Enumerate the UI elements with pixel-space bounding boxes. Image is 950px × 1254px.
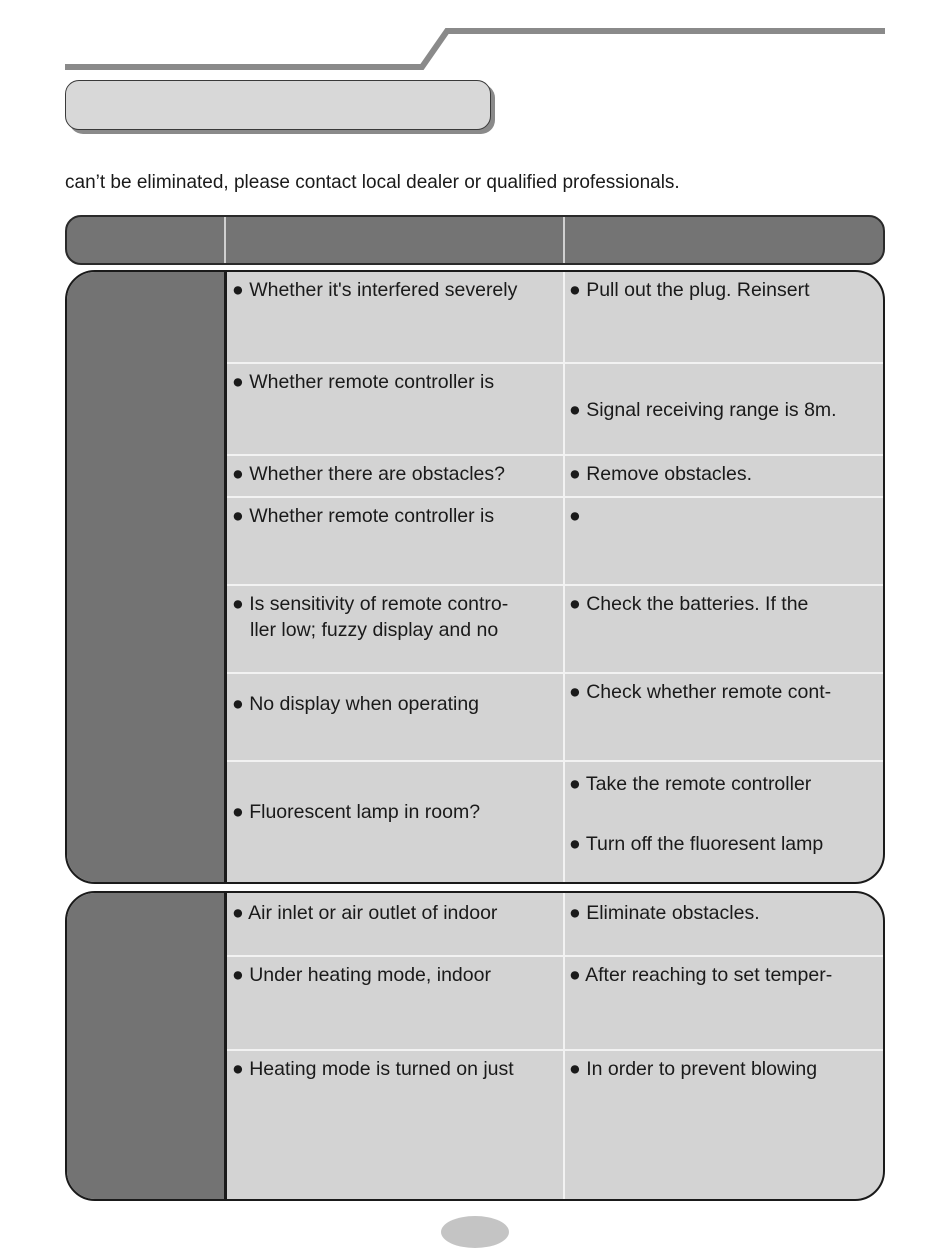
troubleshoot-block-1	[65, 270, 885, 884]
solution-text: ● In order to prevent blowing	[569, 1058, 818, 1080]
solution-text: ● Signal receiving range is 8m.	[569, 399, 837, 421]
cause-cell	[227, 762, 565, 882]
solution-text: ● Check the batteries. If the	[569, 593, 809, 615]
cause-text: ● Whether there are obstacles?	[232, 463, 505, 485]
solution-cell	[565, 364, 883, 454]
header-col-solution	[565, 217, 883, 263]
solution-cell	[565, 762, 883, 882]
solution-cell	[565, 272, 883, 362]
cause-cell	[227, 1051, 565, 1199]
table-row	[227, 1051, 883, 1199]
solution-cell	[565, 456, 883, 496]
solution-text: ● Eliminate obstacles.	[569, 902, 760, 924]
solution-text: ● After reaching to set temper-	[569, 964, 833, 986]
table-row	[227, 893, 883, 957]
block-rows	[227, 893, 883, 1199]
cause-cell	[227, 364, 565, 454]
cause-text: ller low; fuzzy display and no	[250, 619, 499, 641]
cause-text: ● Fluorescent lamp in room?	[232, 801, 481, 823]
cause-cell	[227, 498, 565, 584]
cause-cell	[227, 586, 565, 672]
section-title-box	[65, 80, 491, 130]
solution-cell	[565, 674, 883, 760]
cause-text: ● Air inlet or air outlet of indoor	[232, 902, 498, 924]
cause-cell	[227, 272, 565, 362]
solution-cell	[565, 893, 883, 955]
table-row	[227, 674, 883, 762]
table-row	[227, 498, 883, 586]
solution-text: ● Pull out the plug. Reinsert	[569, 279, 810, 301]
solution-text: ● Remove obstacles.	[569, 463, 753, 485]
cause-cell	[227, 456, 565, 496]
cause-cell	[227, 893, 565, 955]
table-row	[227, 364, 883, 456]
cause-cell	[227, 674, 565, 760]
cause-text: ● Whether it's interfered severely	[232, 279, 518, 301]
solution-text: ● Take the remote controller	[569, 773, 812, 795]
solution-text: ● Turn off the fluoresent lamp	[569, 833, 824, 855]
table-row	[227, 957, 883, 1051]
table-row	[227, 456, 883, 498]
table-header	[65, 215, 885, 265]
troubleshoot-block-2	[65, 891, 885, 1201]
table-row	[227, 272, 883, 364]
header-rule	[0, 0, 950, 80]
cause-text: ● Is sensitivity of remote contro-	[232, 593, 509, 615]
table-row	[227, 762, 883, 882]
problem-label-cell	[67, 272, 227, 882]
intro-text: can’t be eliminated, please contact local dealer or qualified professionals.	[65, 172, 680, 193]
page-number-badge	[441, 1216, 509, 1248]
cause-text: ● Whether remote controller is	[232, 505, 495, 527]
cause-text: ● Whether remote controller is	[232, 371, 495, 393]
header-col-cause	[226, 217, 565, 263]
solution-cell	[565, 1051, 883, 1199]
header-col-problem	[67, 217, 226, 263]
solution-text: ● Check whether remote cont-	[569, 681, 832, 703]
cause-text: ● Heating mode is turned on just	[232, 1058, 514, 1080]
cause-cell	[227, 957, 565, 1049]
table-row	[227, 586, 883, 674]
cause-text: ● No display when operating	[232, 693, 480, 715]
solution-cell	[565, 498, 883, 584]
block-rows	[227, 272, 883, 882]
solution-text: ●	[569, 505, 581, 527]
cause-text: ● Under heating mode, indoor	[232, 964, 491, 986]
solution-cell	[565, 586, 883, 672]
problem-label-cell	[67, 893, 227, 1199]
solution-cell	[565, 957, 883, 1049]
